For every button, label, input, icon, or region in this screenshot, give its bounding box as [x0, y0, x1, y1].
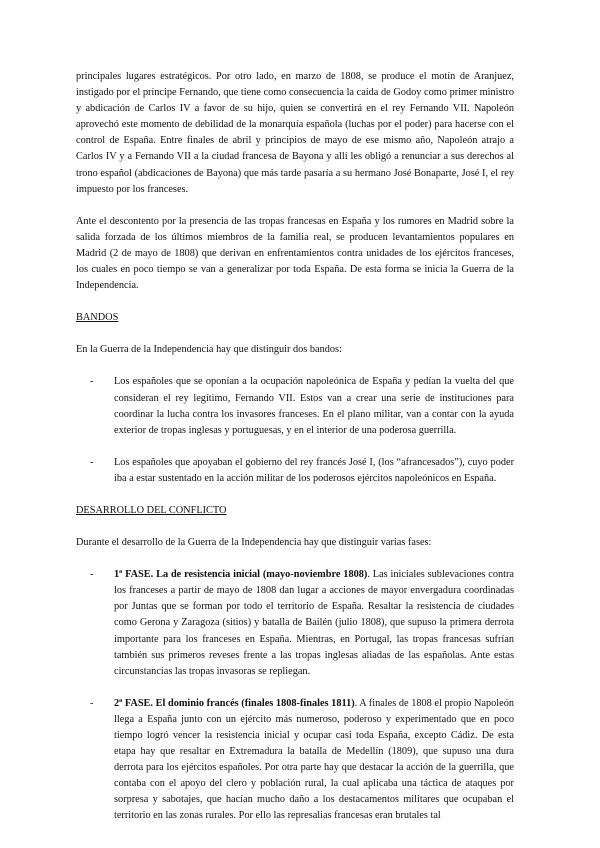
phase-text: . A finales de 1808 el propio Napoleón llega a España junto con un ejército más numeroso, poderoso y experimentado que en poco tiempo logró vencer la resistencia inicial y ocupar casi toda España, excepto Cádiz. De esta etapa hay que resaltar en Extremadura la batalla de Medellín (1809), que supuso una dura derrota para los ejércitos españoles. Por otra parte hay que destacar la acción de la guerrilla, que contaba con el apoyo del clero y población rural, la cual aplicaba una táctica de ataques por sorpresa y sabotajes, que hacían mucho daño a los destacamentos militares que ocupaban el territorio en las zonas rurales. Por ello las represalias francesas eran brutales tal	[114, 697, 514, 822]
bandos-list	[76, 374, 514, 487]
list-item	[76, 455, 514, 487]
list-item-text: Los españoles que apoyaban el gobierno del rey francés José I, (los “afrancesados”), cuyo poder iba a estar sustentado en la acción militar de los poderosos ejércitos napoleónicos en España.	[114, 456, 514, 484]
dash-marker: -	[90, 456, 94, 468]
bandos-intro: En la Guerra de la Independencia hay que distinguir dos bandos:	[76, 344, 342, 356]
dash-marker: -	[90, 697, 94, 709]
dash-marker: -	[90, 569, 94, 581]
phase-title: 2ª FASE. El dominio francés (finales 1808-finales 1811)	[114, 697, 355, 709]
phase-text: . Las iniciales sublevaciones contra los franceses a partir de mayo de 1808 dan lugar a acciones de mayor envergadura coordinadas por Juntas que se forman por todo el territorio de España. Resaltar la resistencia de ciudades como Gerona y Zaragoza (sitios) y batalla de Bailén (julio 1808), que supuso la primera derrota importante para los franceses en España. Mientras, en Portugal, las tropas francesas sufrían también sus primeros reveses frente a las tropas inglesas aliadas de las españolas. Ante estas circunstancias las tropas invasoras se repliegan.	[114, 569, 514, 677]
intro-paragraph-2: Ante el descontento por la presencia de las tropas francesas en España y los rumores en Madrid sobre la salida forzada de los últimos miembros de la familia real, se producen levantamientos populares en Madrid (2 de mayo de 1808) que derivan en enfrentamientos contra unidades de los ejércitos franceses, los cuales en poco tiempo se van a generalizar por toda España. De esta forma se inicia la Guerra de la Independencia.	[76, 215, 514, 292]
section-heading-bandos: BANDOS	[76, 312, 119, 324]
desarrollo-intro: Durante el desarrollo de la Guerra de la Independencia hay que distinguir varias fases:	[76, 537, 432, 549]
list-item	[76, 567, 514, 680]
phase-title: 1ª FASE. La de resistencia inicial (mayo-noviembre 1808)	[114, 569, 368, 581]
intro-paragraph-1: principales lugares estratégicos. Por otro lado, en marzo de 1808, se produce el motín de Aranjuez, instigado por el príncipe Fernando, que tiene como consecuencia la caída de Godoy como primer ministro y abdicación de Carlos IV a favor de su hijo, quien se convertirá en el rey Fernando VII. Napoleón aprovechó este momento de debilidad de la monarquía española (luchas por el poder) para hacerse con el control de España. Entre finales de abril y principios de mayo de ese mismo año, Napoleón atrajo a Carlos IV y a Fernando VII a la ciudad francesa de Bayona y allí les obligó a renunciar a sus derechos al trono español (abdicaciones de Bayona) que más tarde pasaría a su hermano José Bonaparte, José I, el rey impuesto por los franceses.	[76, 71, 514, 195]
dash-marker: -	[90, 376, 94, 388]
phases-list	[76, 567, 514, 824]
list-item	[76, 696, 514, 825]
section-heading-desarrollo: DESARROLLO DEL CONFLICTO	[76, 504, 227, 516]
list-item	[76, 374, 514, 438]
list-item-text: Los españoles que se oponían a la ocupación napoleónica de España y pedían la vuelta del que consideran el rey legítimo, Fernando VII. Estos van a crear una serie de instituciones para coordinar la lucha contra los invasores franceses. En el plano militar, van a contar con la ayuda exterior de tropas inglesas y portuguesas, y en el interior de una poderosa guerrilla.	[114, 376, 514, 436]
